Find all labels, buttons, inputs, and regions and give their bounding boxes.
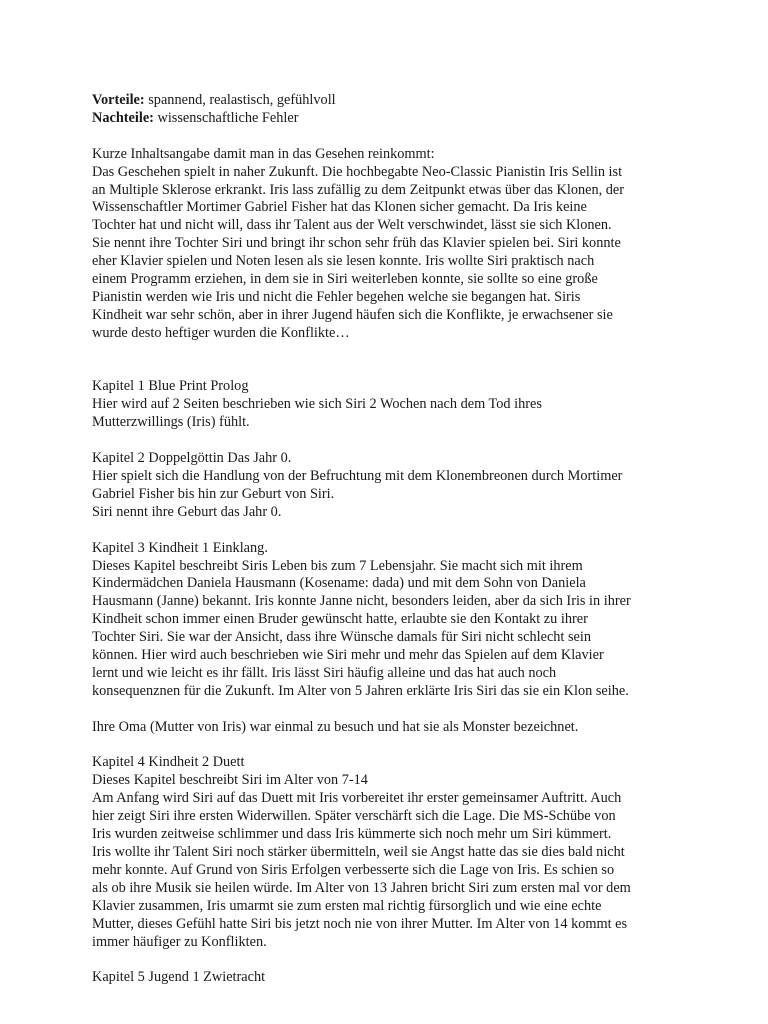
chapter-4-line: Klavier zusammen, Iris umarmt sie zum ersten mal richtig fürsorglich und wie eine echte bbox=[92, 897, 602, 914]
pros-line bbox=[92, 92, 692, 110]
chapter-2-title: Kapitel 2 Doppelgöttin Das Jahr 0. bbox=[92, 450, 292, 467]
summary-line: Wissenschaftler Mortimer Gabriel Fisher hat das Klonen sicher gemacht. Da Iris keine bbox=[92, 199, 587, 216]
chapter-3-line: können. Hier wird auch beschrieben wie Siri mehr und mehr das Spielen auf dem Klavier bbox=[92, 647, 604, 664]
summary-line: Tochter hat und nicht will, dass ihr Talent aus der Welt verschwindet, lässt sie sich Klonen. bbox=[92, 217, 612, 234]
chapter-4-line: hier zeigt Siri ihre ersten Widerwillen. Später verschärft sich die Lage. Die MS-Schübe von bbox=[92, 808, 616, 825]
summary-line: wurde desto heftiger wurden die Konflikte… bbox=[92, 324, 350, 341]
chapter-3-line: Kindheit schon immer einen Bruder gewünscht hatte, erlaubte sie den Kontakt zu ihrer bbox=[92, 611, 588, 628]
summary-line: Sie nennt ihre Tochter Siri und bringt ihr schon sehr früh das Klavier spielen bei. Siri konnte bbox=[92, 235, 621, 252]
chapter-3-extra: Ihre Oma (Mutter von Iris) war einmal zu besuch und hat sie als Monster bezeichnet. bbox=[92, 718, 579, 735]
summary-line: einem Programm erziehen, in dem sie in Siri weiterleben konnte, sie sollte so eine große bbox=[92, 271, 598, 288]
chapter-4-line: Am Anfang wird Siri auf das Duett mit Iris vorbereitet ihr erster gemeinsamer Auftritt. Auch bbox=[92, 790, 622, 807]
chapter-3-line: Dieses Kapitel beschreibt Siris Leben bis zum 7 Lebensjahr. Sie macht sich mit ihrem bbox=[92, 557, 583, 574]
chapter-4-line: Iris wollte ihr Talent Siri noch stärker übermitteln, weil sie Angst hatte das sie dies bald nicht bbox=[92, 843, 625, 860]
chapter-4-line: Mutter, dieses Gefühl hatte Siri bis jetzt noch nie von ihrer Mutter. Im Alter von 14 kommt es bbox=[92, 915, 628, 932]
chapter-4-line: immer häufiger zu Konflikten. bbox=[92, 933, 267, 950]
chapter-5-title: Kapitel 5 Jugend 1 Zwietracht bbox=[92, 969, 266, 986]
chapter-4-line: mehr konnte. Auf Grund von Siris Erfolgen verbesserte sich die Lage von Iris. Es schien so bbox=[92, 861, 615, 878]
summary-line: Kindheit war sehr schön, aber in ihrer Jugend häufen sich die Konflikte, je erwachsener sie bbox=[92, 306, 613, 323]
chapter-3-line: Hausmann (Janne) bekannt. Iris konnte Janne nicht, besonders leiden, aber da sich Iris in ihrer bbox=[92, 593, 631, 610]
summary-line: Das Geschehen spielt in naher Zukunft. Die hochbegabte Neo-Classic Pianistin Iris Sellin ist bbox=[92, 163, 623, 180]
document-body bbox=[92, 92, 692, 987]
summary-heading: Kurze Inhaltsangabe damit man in das Gesehen reinkommt: bbox=[92, 145, 435, 162]
chapter-4-title: Kapitel 4 Kindheit 2 Duett bbox=[92, 754, 245, 771]
chapter-1-title: Kapitel 1 Blue Print Prolog bbox=[92, 378, 249, 395]
chapter-3-line: Tochter Siri. Sie war der Ansicht, dass ihre Wünsche damals für Siri nicht schlecht sein bbox=[92, 629, 592, 646]
chapter-1-line: Hier wird auf 2 Seiten beschrieben wie sich Siri 2 Wochen nach dem Tod ihres bbox=[92, 396, 542, 413]
chapter-4-line: Iris wurden zeitweise schlimmer und dass Iris kümmerte sich noch mehr um Siri kümmert. bbox=[92, 826, 612, 843]
cons-label: Nachteile: bbox=[92, 109, 154, 126]
chapter-3-line: konsequenznen für die Zukunft. Im Alter von 5 Jahren erklärte Iris Siri das sie ein Klon seihe. bbox=[92, 682, 629, 699]
chapter-2-line: Gabriel Fisher bis hin zur Geburt von Siri. bbox=[92, 485, 335, 502]
summary-line: Pianistin werden wie Iris und nicht die Fehler begehen welche sie begangen hat. Siris bbox=[92, 288, 581, 305]
summary-line: an Multiple Sklerose erkrankt. Iris lass zufällig zu dem Zeitpunkt etwas über das Klonen, der bbox=[92, 181, 625, 198]
summary-line: eher Klavier spielen und Noten lesen als sie lesen konnte. Iris wollte Siri praktisch nach bbox=[92, 253, 595, 270]
chapter-3-line: lernt und wie leicht es ihr fällt. Iris lässt Siri häufig alleine und das hat auch noch bbox=[92, 664, 557, 681]
pros-text: spannend, realastisch, gefühlvoll bbox=[144, 92, 336, 108]
chapter-3-title: Kapitel 3 Kindheit 1 Einklang. bbox=[92, 539, 268, 556]
chapter-4-line: Dieses Kapitel beschreibt Siri im Alter von 7-14 bbox=[92, 772, 368, 789]
chapter-4-line: als ob ihre Musik sie heilen würde. Im Alter von 13 Jahren bricht Siri zum ersten mal vor dem bbox=[92, 879, 631, 896]
pros-label: Vorteile: bbox=[92, 92, 145, 108]
cons-line bbox=[92, 110, 692, 128]
chapter-3-line: Kindermädchen Daniela Hausmann (Kosename: dada) und mit dem Sohn von Daniela bbox=[92, 575, 586, 592]
chapter-2-line: Hier spielt sich die Handlung von der Befruchtung mit dem Klonembreonen durch Mortimer bbox=[92, 467, 623, 484]
chapter-1-line: Mutterzwillings (Iris) fühlt. bbox=[92, 414, 250, 431]
chapter-2-line: Siri nennt ihre Geburt das Jahr 0. bbox=[92, 503, 282, 520]
cons-text: wissenschaftliche Fehler bbox=[153, 109, 299, 126]
